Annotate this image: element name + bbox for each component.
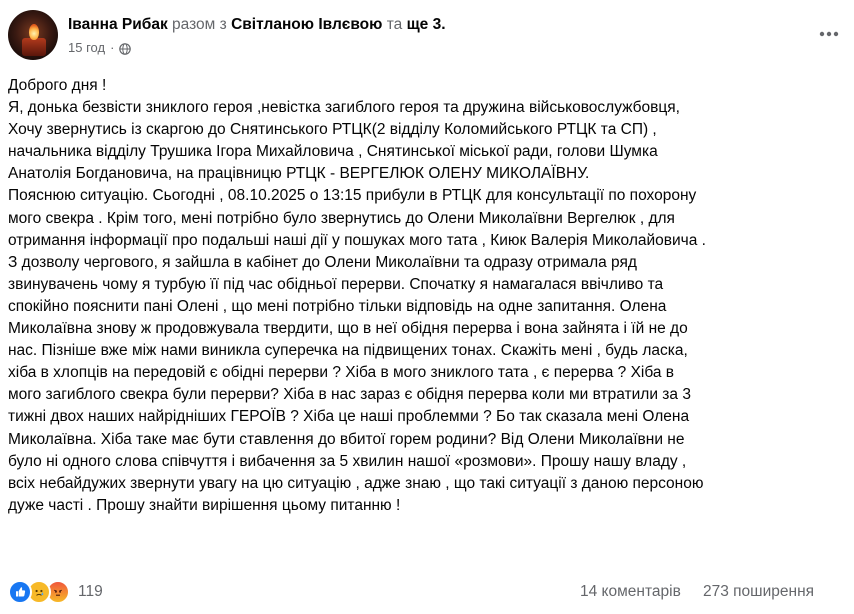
flame-image <box>29 24 39 40</box>
post-text-line: Доброго дня ! <box>8 77 107 94</box>
meta-separator: · <box>110 40 115 55</box>
post-text-line: мого загиблого свекра були перерви? Хіба в нас зараз є обідня перерва коли ми втратили за 3 <box>8 386 691 404</box>
author-name-link[interactable]: Іванна Рибак <box>68 16 168 33</box>
post-text-line: Я, донька безвісти зниклого героя ,невістка загиблого героя та дружина військовослужбовця, <box>8 99 680 117</box>
more-options-button[interactable] <box>814 20 844 46</box>
reaction-count: 119 <box>78 583 103 600</box>
post-text-line: Миколаївна. Хіба таке має бути ставлення до вбитої горем родини? Від Олени Миколаївни не <box>8 430 685 448</box>
post-text-line: начальника відділу Трушика Ігора Михайловича , Снятинської міської ради, голови Шумка <box>8 143 658 161</box>
others-link[interactable]: ще 3 <box>406 16 442 33</box>
post-text-line: хіба в хлопців на передовій є обідні перерви ? Хіба в мого зниклого тата , є перерва ? Хіба в <box>8 364 675 382</box>
candle-image <box>22 38 46 56</box>
reactions-summary[interactable] <box>8 580 103 604</box>
post-text-line: дуже часті . Прошу знайти вирішення цьому питанню ! <box>8 496 401 514</box>
post-text-line: спокійно пояснити пані Олені , що мені потрібно тільки відповідь на одне запитання. Олена <box>8 297 667 315</box>
author-avatar[interactable] <box>8 10 58 60</box>
with-text: разом з <box>172 16 227 33</box>
like-icon <box>8 580 32 604</box>
post-footer <box>0 578 854 606</box>
more-options-icon <box>818 24 840 42</box>
comments-count-link[interactable]: 14 коментарів <box>580 583 681 600</box>
post-text-line: Анатолія Богдановича, на працівницю РТЦК - ВЕРГЕЛЮК ОЛЕНУ МИКОЛАЇВНУ. <box>8 165 590 183</box>
post-text-line: всіх небайдужих звернути увагу на цю ситуацію , адже знаю , що такі ситуації з даною персоною <box>8 474 704 492</box>
post-text-line: було ні одного слова співчуття і вибачення за 5 хвилин нашої «розмови». Прошу нашу владу , <box>8 452 687 470</box>
post-text-line: мого свекра . Крім того, мені потрібно було звернутись до Олени Миколаївни Вергелюк , для <box>8 209 675 227</box>
globe-icon[interactable] <box>119 42 131 54</box>
post-text-line: З дозволу чергового, я зайшла в кабінет до Олени Миколаївни та одразу отримала ряд <box>8 253 637 271</box>
post-text-line: Пояснюю ситуацію. Сьогодні , 08.10.2025 о 13:15 прибули в РТЦК для консультації по похорону <box>8 187 697 205</box>
post-text-line: тижні двох наших найрідніших ГЕРОЇВ ? Хіба це наші проблемми ? Бо так сказала мені Олена <box>8 408 690 426</box>
post-text <box>8 75 850 517</box>
timestamp-link[interactable]: 15 год <box>68 40 106 55</box>
post-text-line: отримання інформації про подальші наші дії у пошуках мого тата , Киюк Валерія Миколайовича . <box>8 231 706 249</box>
header-period: . <box>441 16 446 33</box>
post-text-line: звинувачень чому я турбую її під час обідньої перерви. Спочатку я намагалася ввічливо та <box>8 275 664 293</box>
tagged-person-link[interactable]: Світланою Івлєвою <box>231 16 383 33</box>
and-text: та <box>386 16 403 33</box>
post-meta <box>68 39 131 57</box>
post-text-line: Хочу звернутись із скаргою до Снятинського РТЦК(2 відділу Коломийського РТЦК та СП) , <box>8 121 657 139</box>
post-header <box>68 14 446 36</box>
post-text-line: нас. Пізніше вже між нами виникла суперечка на підвищених тонах. Скажіть мені , будь ласка, <box>8 342 688 360</box>
post-text-line: Миколаївна знову ж продовжувала твердити, що в неї обідня перерва і вона зайнята і їй не до <box>8 320 688 338</box>
shares-count-link[interactable]: 273 поширення <box>703 583 815 600</box>
